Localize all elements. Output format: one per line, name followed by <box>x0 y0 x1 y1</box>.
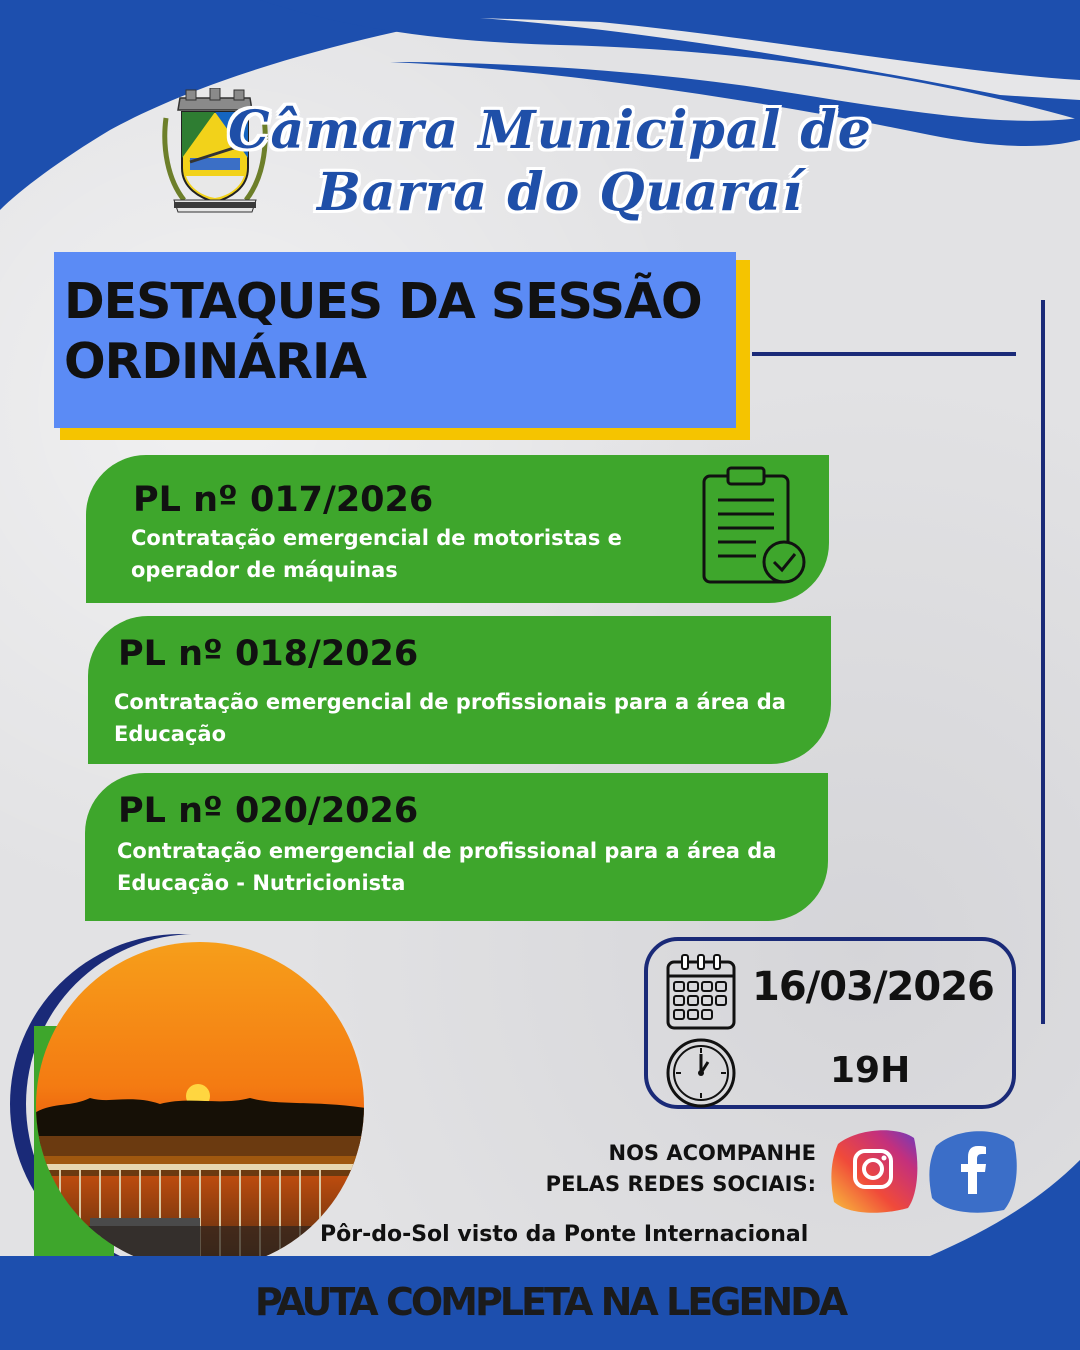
bill-card-3-title: PL nº 020/2026 <box>118 791 419 831</box>
bill-card-2-title: PL nº 018/2026 <box>118 634 419 674</box>
bill-card-2-desc-line1: Contratação emergencial de profissionais para a área da <box>114 690 786 714</box>
footer-text: PAUTA COMPLETA NA LEGENDA <box>254 1280 846 1324</box>
bill-card-1-title: PL nº 017/2026 <box>133 480 434 520</box>
council-title-line1: Câmara Municipal de <box>228 100 872 161</box>
bill-card-1-desc-line2: operador de máquinas <box>131 558 398 582</box>
headline-line2: ORDINÁRIA <box>64 333 367 390</box>
decorative-line-horizontal <box>752 352 1016 356</box>
decorative-line-vertical <box>1041 300 1045 1024</box>
calendar-icon <box>664 952 738 1032</box>
sunset-photo <box>10 926 366 1282</box>
bill-card-2-desc <box>114 686 786 750</box>
facebook-icon[interactable] <box>928 1124 1018 1214</box>
headline-line1: DESTAQUES DA SESSÃO <box>64 273 702 330</box>
social-follow-text <box>540 1138 816 1200</box>
bill-card-3-desc <box>117 835 776 899</box>
instagram-icon[interactable] <box>828 1124 918 1214</box>
bill-card-2-desc-line2: Educação <box>114 722 226 746</box>
photo-caption: Pôr-do-Sol visto da Ponte Internacional <box>320 1222 809 1247</box>
clipboard-check-icon <box>700 466 810 586</box>
clock-icon <box>664 1036 738 1110</box>
bill-card-3-desc-line2: Educação - Nutricionista <box>117 871 406 895</box>
social-follow-line1: NOS ACOMPANHE <box>608 1141 816 1165</box>
bill-card-1-desc-line1: Contratação emergencial de motoristas e <box>131 526 622 550</box>
bill-card-3-desc-line1: Contratação emergencial de profissional para a área da <box>117 839 777 863</box>
headline-title <box>64 272 744 392</box>
session-date: 16/03/2026 <box>752 964 994 1010</box>
social-follow-line2: PELAS REDES SOCIAIS: <box>545 1172 816 1196</box>
session-time: 19H <box>830 1050 911 1091</box>
council-title-line2: Barra do Quaraí <box>316 162 804 223</box>
bill-card-1-desc <box>131 522 622 586</box>
